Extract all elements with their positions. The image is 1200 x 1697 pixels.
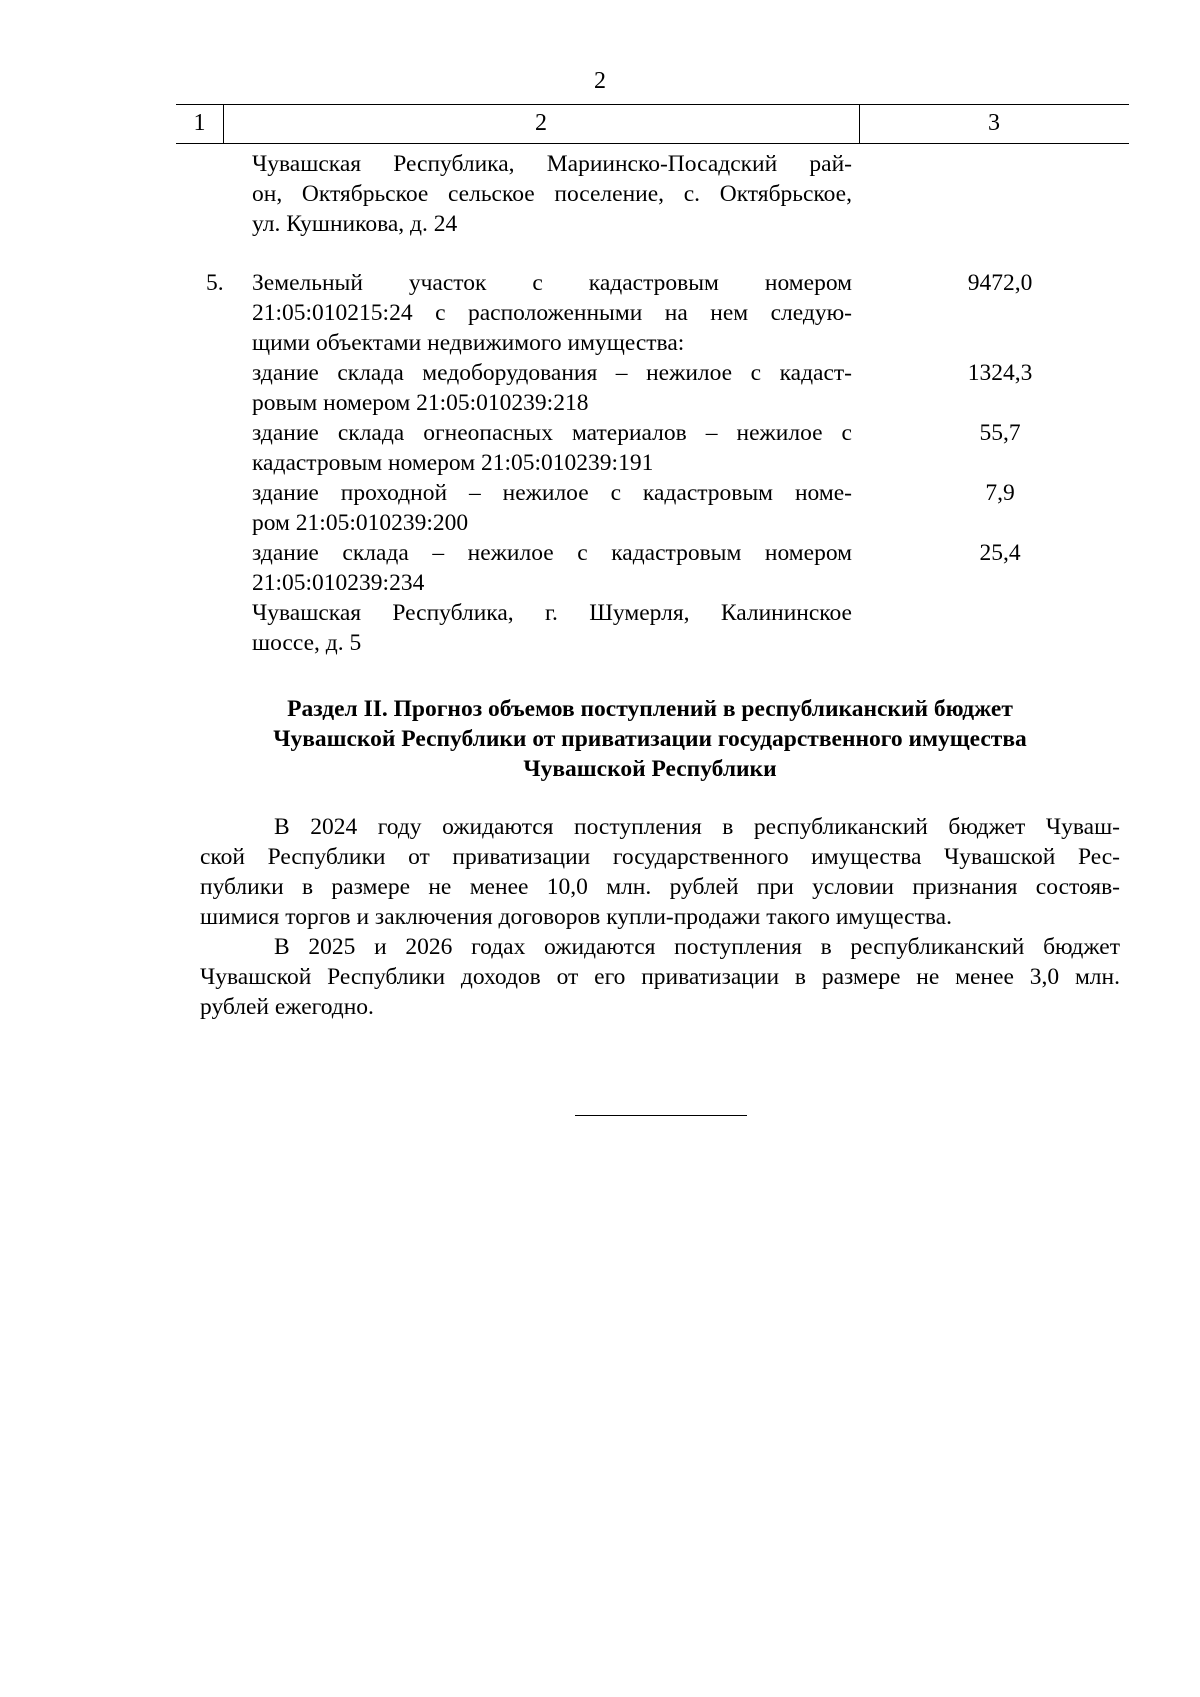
text-line: 21:05:010215:24 с расположенными на нем следую- [252,300,852,326]
text-line: здание склада медоборудования – нежилое с кадаст- [252,360,852,386]
text-line: публики в размере не менее 10,0 млн. рублей при условии признания состояв- [200,874,1120,900]
text-line: В 2024 году ожидаются поступления в республиканский бюджет Чуваш- [274,814,1120,840]
paragraph [200,932,1120,1022]
text-line: он, Октябрьское сельское поселение, с. Октябрьское, [252,181,852,207]
object-area: 25,4 [979,540,1021,566]
page-number: 2 [594,68,606,94]
text-line: ровым номером 21:05:010239:218 [252,390,589,416]
item5-address [252,598,852,658]
text-line: здание проходной – нежилое с кадастровым номе- [252,480,852,506]
text-line: здание склада – нежилое с кадастровым номером [252,540,852,566]
object-description [252,538,852,598]
item5-land-area: 9472,0 [967,270,1033,296]
text-line: ской Республики от приватизации государственного имущества Чувашской Рес- [200,844,1120,870]
text-line: Чувашская Республика, Мариинско-Посадский рай- [252,151,852,177]
text-line: шимися торгов и заключения договоров купли-продажи такого имущества. [200,904,952,930]
text-line: кадастровым номером 21:05:010239:191 [252,450,654,476]
object-area: 55,7 [979,420,1021,446]
column-header-3: 3 [988,110,1000,136]
title-line: Чувашской Республики [523,756,777,782]
object-description [252,358,852,418]
title-line: Раздел II. Прогноз объемов поступлений в республиканский бюджет [287,696,1013,722]
object-description [252,418,852,478]
object-area: 7,9 [985,480,1015,506]
object-area: 1324,3 [967,360,1033,386]
continued-address [252,149,852,239]
text-line: шоссе, д. 5 [252,630,362,656]
column-header-2: 2 [535,110,547,136]
text-line: ром 21:05:010239:200 [252,510,469,536]
text-line: рублей ежегодно. [200,994,374,1020]
item-number: 5. [206,270,224,296]
text-line: 21:05:010239:234 [252,570,425,596]
text-line: В 2025 и 2026 годах ожидаются поступления в республиканский бюджет [274,934,1120,960]
text-line: Чувашской Республики доходов от его приватизации в размере не менее 3,0 млн. [200,964,1120,990]
text-line: Чувашская Республика, г. Шумерля, Калининское [252,600,852,626]
text-line: щими объектами недвижимого имущества: [252,330,685,356]
item5-land-description [252,268,852,358]
column-header-1: 1 [193,110,206,136]
text-line: Земельный участок с кадастровым номером [252,270,852,296]
end-separator-line [575,1115,747,1116]
section-title [200,694,1100,784]
object-description [252,478,852,538]
title-line: Чувашской Республики от приватизации государственного имущества [273,726,1027,752]
text-line: ул. Кушникова, д. 24 [252,211,458,237]
text-line: здание склада огнеопасных материалов – нежилое с [252,420,852,446]
paragraph [200,812,1120,932]
table-column-header [176,104,1129,144]
